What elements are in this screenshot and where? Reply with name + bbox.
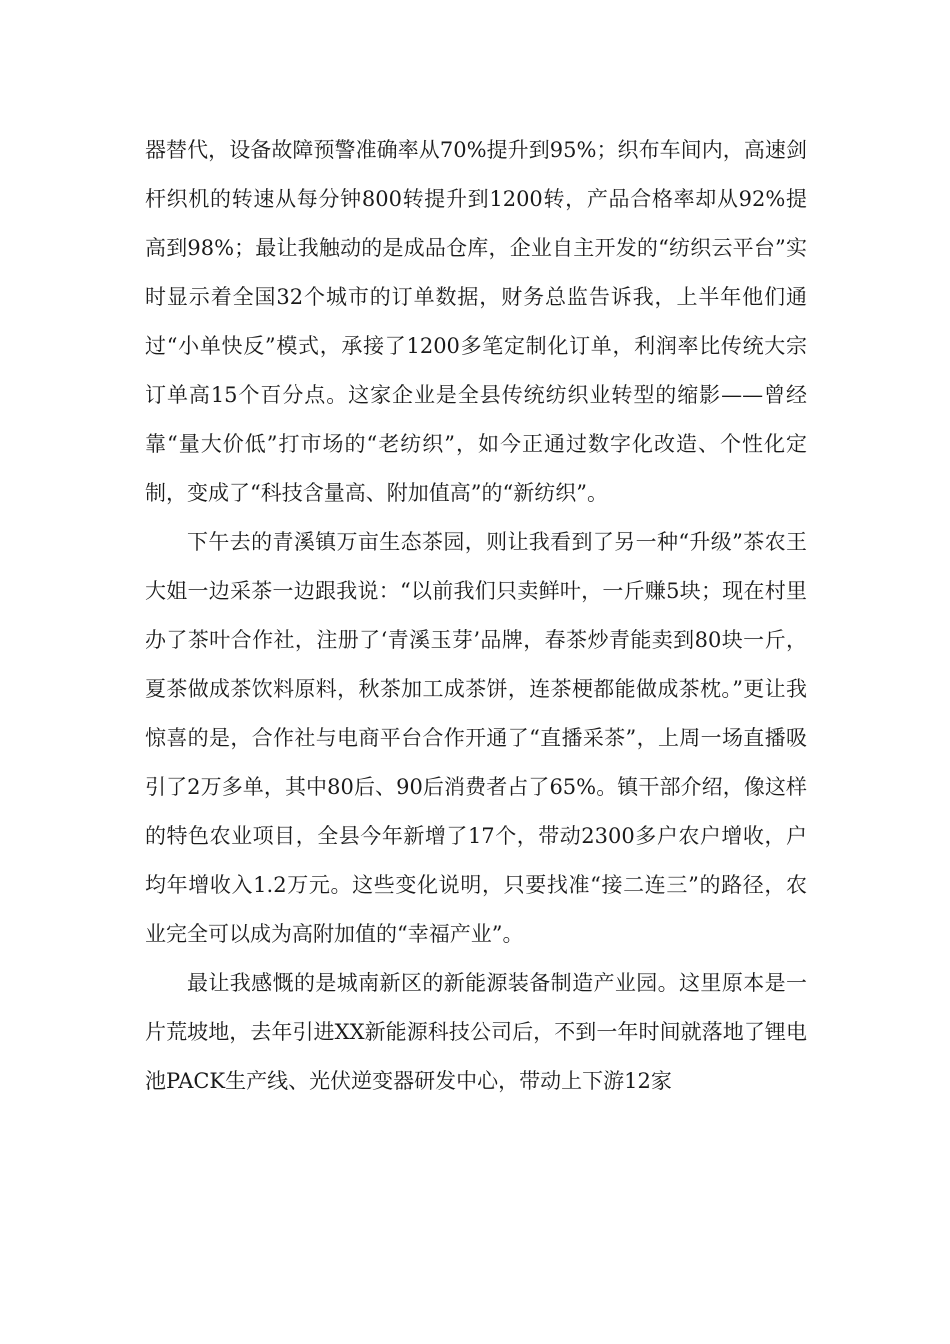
paragraph-new-energy: 最让我感慨的是城南新区的新能源装备制造产业园。这里原本是一片荒坡地，去年引进XX新能源科技公司后，不到一年时间就落地了锂电池PACK生产线、光伏逆变器研发中心，带动上下游12家 [145, 971, 807, 1093]
document-body [145, 126, 807, 1106]
paragraph-textile: 器替代，设备故障预警准确率从70%提升到95%；织布车间内，高速剑杆织机的转速从每分钟800转提升到1200转，产品合格率却从92%提高到98%；最让我触动的是成品仓库，企业自主开发的“纺织云平台”实时显示着全国32个城市的订单数据，财务总监告诉我，上半年他们通过“小单快反”模式，承接了1200多笔定制化订单，利润率比传统大宗订单高15个百分点。这家企业是全县传统纺织业转型的缩影——曾经靠“量大价低”打市场的“老纺织”，如今正通过数字化改造、个性化定制，变成了“科技含量高、附加值高”的“新纺织”。 [145, 138, 807, 505]
paragraph-tea-garden: 下午去的青溪镇万亩生态茶园，则让我看到了另一种“升级”茶农王大姐一边采茶一边跟我说：“以前我们只卖鲜叶，一斤赚5块；现在村里办了茶叶合作社，注册了‘青溪玉芽’品牌，春茶炒青能卖到80块一斤，夏茶做成茶饮料原料，秋茶加工成茶饼，连茶梗都能做成茶枕。”更让我惊喜的是，合作社与电商平台合作开通了“直播采茶”，上周一场直播吸引了2万多单，其中80后、90后消费者占了65%。镇干部介绍，像这样的特色农业项目，全县今年新增了17个，带动2300多户农户增收，户均年增收入1.2万元。这些变化说明，只要找准“接二连三”的路径，农业完全可以成为高附加值的“幸福产业”。 [145, 530, 807, 946]
